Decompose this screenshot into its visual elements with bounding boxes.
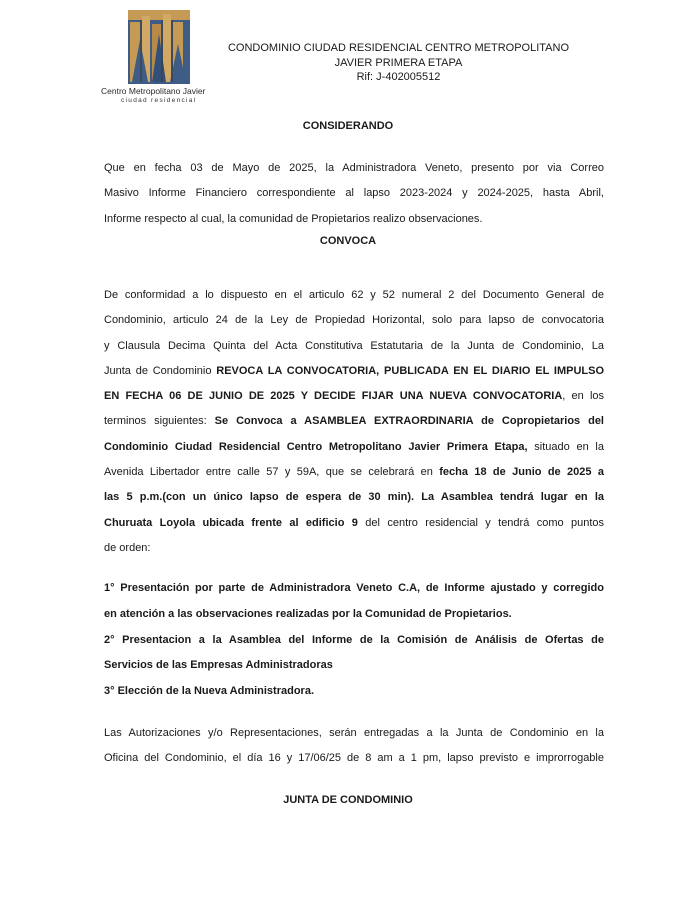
considerando-paragraph [104, 156, 604, 232]
agenda-item-1: 1° Presentación por parte de Administradora Veneto C.A, de Informe ajustado y corregido [104, 582, 604, 594]
text-run: del centro residencial y tendrá como puntos [357, 516, 605, 529]
text-line: Las Autorizaciones y/o Representaciones, serán entregadas a la Junta de Condominio en la [104, 727, 604, 739]
text-line: Informe respecto al cual, la comunidad de Propietarios realizo observaciones. [104, 212, 483, 225]
text-line: de orden: [104, 541, 151, 554]
convoca-title: CONVOCA [319, 235, 377, 247]
text-line [104, 460, 604, 485]
agenda-item-1-cont: en atención a las observaciones realizadas por la Comunidad de Propietarios. [104, 607, 512, 620]
autorizaciones-paragraph [104, 721, 604, 772]
agenda-item-3: 3° Elección de la Nueva Administradora. [104, 685, 315, 698]
text-run: terminos siguientes: [104, 415, 215, 428]
logo-name: Centro Metropolitano Javier [101, 86, 206, 96]
text-run: , en los [562, 390, 605, 403]
text-line [104, 409, 604, 434]
text-line: las 5 p.m.(con un único lapso de espera de 30 min). La Asamblea tendrá lugar en la [104, 491, 604, 504]
agenda-list [104, 576, 604, 705]
bold-text-run: REVOCA LA CONVOCATORIA, PUBLICADA EN EL DIARIO EL IMPULSO [216, 364, 604, 377]
letterhead [196, 41, 601, 85]
text-run: situado en la [527, 440, 604, 453]
agenda-item-2: 2° Presentacion a la Asamblea del Informe de la Comisión de Análisis de Ofertas de [104, 633, 604, 646]
header-rif: Rif: J-402005512 [356, 71, 441, 83]
text-line: Condominio, articulo 24 de la Ley de Propiedad Horizontal, solo para lapso de convocatoria [104, 314, 604, 327]
text-run: Avenida Libertador entre calle 57 y 59A, que se celebrará en [104, 466, 440, 479]
text-line: Que en fecha 03 de Mayo de 2025, la Administradora Veneto, presento por via Correo [104, 162, 604, 174]
text-line [104, 359, 604, 384]
bold-text-run: EN FECHA 06 DE JUNIO DE 2025 Y DECIDE FIJAR UNA NUEVA CONVOCATORIA [104, 390, 563, 403]
agenda-item-2-cont: Servicios de las Empresas Administradoras [104, 659, 333, 672]
text-line: Masivo Informe Financiero correspondiente al lapso 2023-2024 y 2024-2025, hasta Abril, [104, 187, 604, 200]
header-line-1: CONDOMINIO CIUDAD RESIDENCIAL CENTRO METROPOLITANO [227, 42, 570, 54]
text-line: Oficina del Condominio, el día 16 y 17/06/25 de 8 am a 1 pm, lapso previsto e improrrogable [104, 752, 604, 765]
text-line: De conformidad a lo dispuesto en el articulo 62 y 52 numeral 2 del Documento General de [104, 289, 604, 301]
text-line [104, 384, 604, 409]
convoca-paragraph [104, 283, 604, 561]
bold-text-run: Churuata Loyola ubicada frente al edificio 9 [104, 516, 358, 529]
text-line: y Clausula Decima Quinta del Acta Constitutiva Estatutaria de la Junta de Condominio, La [104, 339, 604, 352]
bold-text-run: Se Convoca a ASAMBLEA EXTRAORDINARIA de Copropietarios del [214, 415, 604, 428]
logo-subtitle: ciudad residencial [121, 97, 197, 104]
text-line [104, 435, 604, 460]
considerando-title: CONSIDERANDO [302, 120, 394, 132]
text-run: Junta de Condominio [104, 364, 217, 377]
text-line [104, 511, 604, 536]
bold-text-run: fecha 18 de Junio de 2025 a [439, 466, 604, 479]
signature-title: JUNTA DE CONDOMINIO [283, 794, 413, 806]
bold-text-run: Condominio Ciudad Residencial Centro Metropolitano Javier Primera Etapa, [104, 440, 528, 453]
header-line-2: JAVIER PRIMERA ETAPA [334, 56, 463, 69]
building-logo-icon [128, 10, 190, 84]
